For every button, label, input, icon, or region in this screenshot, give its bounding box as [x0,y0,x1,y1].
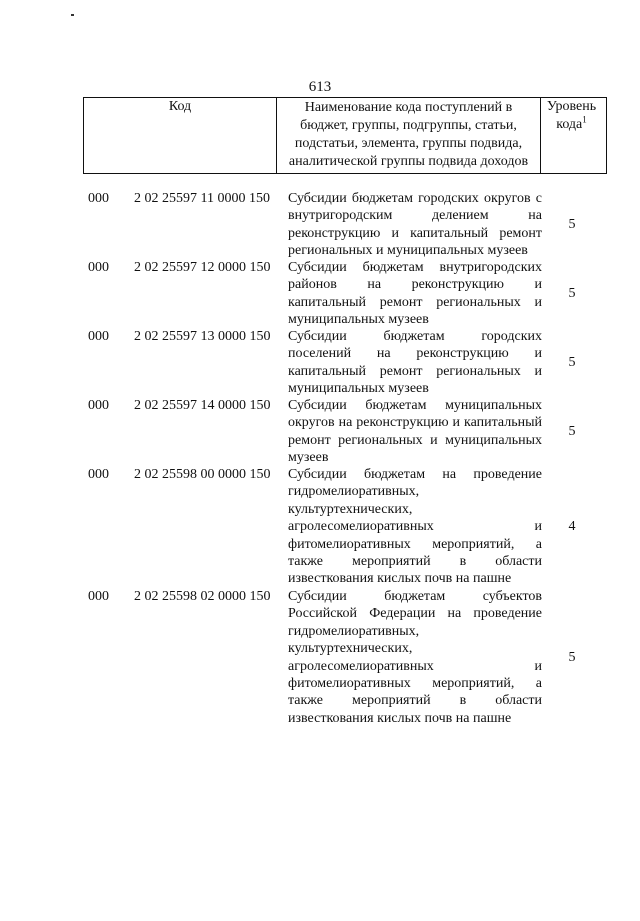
page-number: 613 [308,79,332,95]
row-description: Субсидии бюджетам городских поселений на реконструкцию и капитальный ремонт региональных и муниципальных музеев [288,329,542,397]
row-code: 2 02 25597 13 0000 150 [134,329,271,344]
row-description: Субсидии бюджетам на проведение гидромелиоративных, культуртехнических, агролесомелиоративных и фитомелиоративных мероприятий, а также мероприятий в области известкования кислых почв на пашне [288,467,542,587]
header-level [541,98,607,174]
table-body [0,190,640,728]
row-group: 000 [88,589,109,604]
header-name-label: Наименование кода поступлений в бюджет, группы, подгруппы, статьи, подстатьи, элемента, группы подвида, аналитической группы подвида доходов [288,100,529,169]
row-level: 5 [568,285,576,301]
header-level-label: Уровень кода [546,99,597,132]
header-level-footnote: 1 [582,114,587,125]
row-code: 2 02 25597 14 0000 150 [134,398,271,413]
row-level: 5 [568,216,576,232]
table-row [0,588,640,728]
row-description: Субсидии бюджетам муниципальных округов на реконструкцию и капитальный ремонт региональных и муниципальных музеев [288,398,542,466]
row-description: Субсидии бюджетам городских округов с внутригородским делением на реконструкцию и капитальный ремонт региональных и муниципальных музеев [288,191,542,259]
table-header [83,97,607,174]
row-code: 2 02 25598 00 0000 150 [134,467,271,482]
row-level: 4 [568,519,576,535]
row-description: Субсидии бюджетам внутригородских районов на реконструкцию и капитальный ремонт региональных и муниципальных музеев [288,260,542,328]
row-level: 5 [568,354,576,370]
scan-speck [71,14,74,16]
header-row [84,98,607,174]
row-group: 000 [88,260,109,275]
row-group: 000 [88,329,109,344]
row-code: 2 02 25597 11 0000 150 [134,191,270,206]
header-name [277,98,541,174]
row-level: 5 [568,650,576,666]
table-row [0,466,640,588]
row-code: 2 02 25597 12 0000 150 [134,260,271,275]
row-code: 2 02 25598 02 0000 150 [134,589,271,604]
row-group: 000 [88,398,109,413]
table-row [0,259,640,328]
row-level: 5 [568,423,576,439]
header-code-label: Код [168,99,192,114]
row-description: Субсидии бюджетам субъектов Российской Федерации на проведение гидромелиоративных, культуртехнических, агролесомелиоративных и фитомелиоративных мероприятий, а также мероприятий в области известкования кислых почв на пашне [288,589,542,726]
row-group: 000 [88,467,109,482]
table-row [0,397,640,466]
row-group: 000 [88,191,109,206]
table-row [0,328,640,397]
table-row [0,190,640,259]
header-code [84,98,277,174]
